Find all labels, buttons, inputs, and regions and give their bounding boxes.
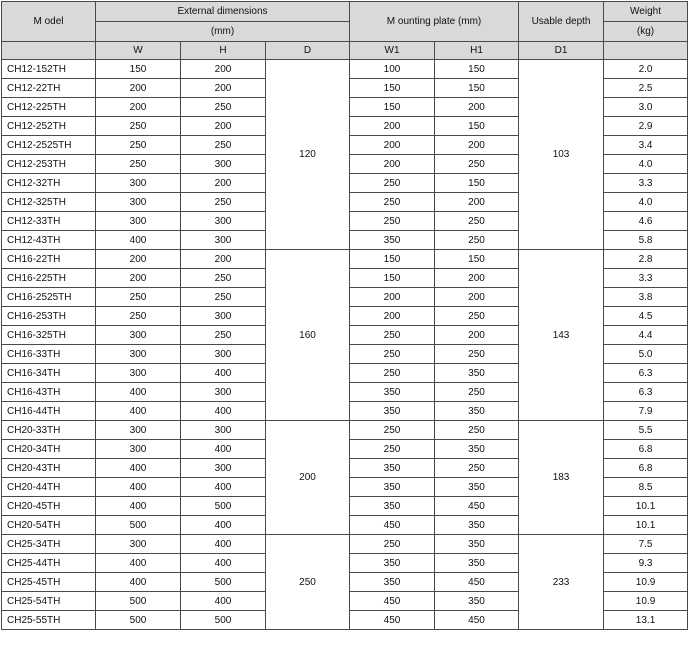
cell-h1: 350 xyxy=(435,516,519,535)
cell-weight: 3.8 xyxy=(604,288,688,307)
cell-d1: 233 xyxy=(519,535,604,630)
cell-model: CH12-252TH xyxy=(2,117,96,136)
cell-model: CH25-54TH xyxy=(2,592,96,611)
cell-h: 400 xyxy=(181,554,266,573)
cell-h1: 250 xyxy=(435,421,519,440)
dimensions-table xyxy=(1,1,688,630)
cell-h1: 200 xyxy=(435,136,519,155)
cell-weight: 2.5 xyxy=(604,79,688,98)
header-model: M odel xyxy=(2,2,96,42)
cell-w: 400 xyxy=(96,478,181,497)
cell-h: 300 xyxy=(181,307,266,326)
cell-h1: 350 xyxy=(435,364,519,383)
cell-model: CH16-2525TH xyxy=(2,288,96,307)
cell-model: CH20-45TH xyxy=(2,497,96,516)
cell-weight: 6.8 xyxy=(604,459,688,478)
cell-w1: 450 xyxy=(350,611,435,630)
cell-h1: 250 xyxy=(435,155,519,174)
cell-w: 200 xyxy=(96,250,181,269)
cell-h1: 250 xyxy=(435,212,519,231)
cell-weight: 6.3 xyxy=(604,383,688,402)
cell-w: 400 xyxy=(96,231,181,250)
cell-w1: 250 xyxy=(350,421,435,440)
table-body xyxy=(2,60,688,630)
cell-w1: 350 xyxy=(350,459,435,478)
cell-w1: 250 xyxy=(350,535,435,554)
cell-h1: 350 xyxy=(435,535,519,554)
cell-model: CH20-43TH xyxy=(2,459,96,478)
cell-weight: 13.1 xyxy=(604,611,688,630)
cell-w: 500 xyxy=(96,611,181,630)
cell-weight: 5.0 xyxy=(604,345,688,364)
cell-weight: 3.4 xyxy=(604,136,688,155)
cell-w1: 450 xyxy=(350,516,435,535)
cell-h1: 250 xyxy=(435,231,519,250)
cell-h1: 250 xyxy=(435,307,519,326)
cell-w: 300 xyxy=(96,440,181,459)
cell-h: 250 xyxy=(181,136,266,155)
cell-model: CH12-32TH xyxy=(2,174,96,193)
cell-weight: 7.9 xyxy=(604,402,688,421)
cell-h1: 350 xyxy=(435,440,519,459)
header-w: W xyxy=(96,42,181,60)
cell-w1: 200 xyxy=(350,117,435,136)
cell-w1: 200 xyxy=(350,307,435,326)
cell-h: 250 xyxy=(181,288,266,307)
cell-w: 200 xyxy=(96,79,181,98)
cell-h1: 450 xyxy=(435,611,519,630)
cell-h: 400 xyxy=(181,516,266,535)
cell-model: CH12-43TH xyxy=(2,231,96,250)
header-external-unit: (mm) xyxy=(96,22,350,42)
cell-weight: 6.3 xyxy=(604,364,688,383)
cell-h1: 200 xyxy=(435,98,519,117)
cell-model: CH12-33TH xyxy=(2,212,96,231)
cell-w1: 200 xyxy=(350,155,435,174)
cell-model: CH16-253TH xyxy=(2,307,96,326)
cell-w: 400 xyxy=(96,383,181,402)
header-d1: D1 xyxy=(519,42,604,60)
cell-h: 250 xyxy=(181,193,266,212)
cell-weight: 9.3 xyxy=(604,554,688,573)
cell-w1: 450 xyxy=(350,592,435,611)
cell-model: CH20-33TH xyxy=(2,421,96,440)
cell-h1: 350 xyxy=(435,402,519,421)
cell-h1: 200 xyxy=(435,193,519,212)
cell-d: 200 xyxy=(266,421,350,535)
cell-model: CH16-43TH xyxy=(2,383,96,402)
cell-model: CH25-55TH xyxy=(2,611,96,630)
cell-h: 400 xyxy=(181,440,266,459)
cell-w: 250 xyxy=(96,307,181,326)
cell-w: 500 xyxy=(96,516,181,535)
cell-h1: 150 xyxy=(435,250,519,269)
cell-h1: 150 xyxy=(435,117,519,136)
cell-w: 300 xyxy=(96,174,181,193)
cell-w1: 350 xyxy=(350,383,435,402)
cell-w: 300 xyxy=(96,345,181,364)
cell-w1: 350 xyxy=(350,402,435,421)
cell-w: 250 xyxy=(96,136,181,155)
cell-weight: 7.5 xyxy=(604,535,688,554)
cell-h: 300 xyxy=(181,421,266,440)
cell-d1: 183 xyxy=(519,421,604,535)
cell-weight: 8.5 xyxy=(604,478,688,497)
cell-weight: 4.6 xyxy=(604,212,688,231)
cell-w1: 350 xyxy=(350,231,435,250)
cell-h: 500 xyxy=(181,497,266,516)
table-row xyxy=(2,250,688,269)
cell-model: CH12-253TH xyxy=(2,155,96,174)
cell-h: 200 xyxy=(181,79,266,98)
cell-w1: 150 xyxy=(350,98,435,117)
cell-h: 400 xyxy=(181,402,266,421)
header-weight-unit: (kg) xyxy=(604,22,688,42)
cell-w1: 350 xyxy=(350,497,435,516)
cell-h: 300 xyxy=(181,345,266,364)
cell-weight: 2.8 xyxy=(604,250,688,269)
cell-model: CH16-34TH xyxy=(2,364,96,383)
cell-h: 500 xyxy=(181,611,266,630)
cell-h: 250 xyxy=(181,326,266,345)
cell-weight: 2.9 xyxy=(604,117,688,136)
cell-h1: 350 xyxy=(435,478,519,497)
cell-w: 200 xyxy=(96,98,181,117)
cell-model: CH25-45TH xyxy=(2,573,96,592)
header-mounting-plate: M ounting plate (mm) xyxy=(350,2,519,42)
cell-h: 300 xyxy=(181,231,266,250)
cell-weight: 4.5 xyxy=(604,307,688,326)
header-h1: H1 xyxy=(435,42,519,60)
cell-h: 400 xyxy=(181,478,266,497)
cell-d1: 143 xyxy=(519,250,604,421)
cell-h1: 350 xyxy=(435,554,519,573)
cell-w: 150 xyxy=(96,60,181,79)
cell-h: 400 xyxy=(181,535,266,554)
cell-h: 200 xyxy=(181,60,266,79)
cell-w: 300 xyxy=(96,421,181,440)
cell-h: 200 xyxy=(181,117,266,136)
cell-weight: 10.9 xyxy=(604,573,688,592)
cell-model: CH16-33TH xyxy=(2,345,96,364)
cell-model: CH12-22TH xyxy=(2,79,96,98)
header-w1: W1 xyxy=(350,42,435,60)
cell-d1: 103 xyxy=(519,60,604,250)
cell-weight: 10.1 xyxy=(604,516,688,535)
cell-model: CH20-34TH xyxy=(2,440,96,459)
cell-h: 300 xyxy=(181,212,266,231)
cell-w: 300 xyxy=(96,326,181,345)
cell-w: 400 xyxy=(96,459,181,478)
cell-h: 500 xyxy=(181,573,266,592)
cell-w: 400 xyxy=(96,402,181,421)
cell-w1: 250 xyxy=(350,212,435,231)
cell-w: 400 xyxy=(96,497,181,516)
cell-h1: 350 xyxy=(435,592,519,611)
cell-w: 250 xyxy=(96,288,181,307)
table-row xyxy=(2,60,688,79)
cell-h1: 150 xyxy=(435,60,519,79)
header-h: H xyxy=(181,42,266,60)
cell-h1: 200 xyxy=(435,326,519,345)
cell-w: 300 xyxy=(96,193,181,212)
header-external-dimensions: External dimensions xyxy=(96,2,350,22)
cell-d: 120 xyxy=(266,60,350,250)
cell-model: CH12-325TH xyxy=(2,193,96,212)
cell-weight: 10.9 xyxy=(604,592,688,611)
cell-weight: 5.5 xyxy=(604,421,688,440)
cell-h1: 250 xyxy=(435,383,519,402)
cell-weight: 4.0 xyxy=(604,193,688,212)
cell-w1: 200 xyxy=(350,136,435,155)
cell-model: CH12-225TH xyxy=(2,98,96,117)
cell-weight: 3.3 xyxy=(604,269,688,288)
table-row xyxy=(2,421,688,440)
cell-h: 300 xyxy=(181,155,266,174)
cell-w: 300 xyxy=(96,535,181,554)
cell-weight: 3.0 xyxy=(604,98,688,117)
cell-h1: 150 xyxy=(435,174,519,193)
cell-model: CH12-152TH xyxy=(2,60,96,79)
cell-w1: 250 xyxy=(350,364,435,383)
cell-w1: 350 xyxy=(350,573,435,592)
cell-model: CH25-34TH xyxy=(2,535,96,554)
cell-weight: 4.0 xyxy=(604,155,688,174)
cell-weight: 2.0 xyxy=(604,60,688,79)
cell-w: 250 xyxy=(96,155,181,174)
header-weight-blank xyxy=(604,42,688,60)
cell-w1: 100 xyxy=(350,60,435,79)
cell-model: CH16-325TH xyxy=(2,326,96,345)
cell-w1: 200 xyxy=(350,288,435,307)
cell-w: 300 xyxy=(96,364,181,383)
cell-d: 160 xyxy=(266,250,350,421)
cell-model: CH12-2525TH xyxy=(2,136,96,155)
table-header xyxy=(2,2,688,60)
cell-h1: 450 xyxy=(435,573,519,592)
cell-w1: 250 xyxy=(350,326,435,345)
cell-w: 200 xyxy=(96,269,181,288)
cell-w1: 350 xyxy=(350,554,435,573)
cell-w1: 150 xyxy=(350,250,435,269)
cell-h: 200 xyxy=(181,174,266,193)
cell-w: 400 xyxy=(96,573,181,592)
cell-h1: 200 xyxy=(435,288,519,307)
cell-w1: 250 xyxy=(350,440,435,459)
cell-d: 250 xyxy=(266,535,350,630)
cell-h: 400 xyxy=(181,364,266,383)
cell-w1: 250 xyxy=(350,174,435,193)
cell-h1: 200 xyxy=(435,269,519,288)
header-usable-depth: Usable depth xyxy=(519,2,604,42)
cell-w: 300 xyxy=(96,212,181,231)
cell-w: 250 xyxy=(96,117,181,136)
cell-h: 250 xyxy=(181,98,266,117)
header-model-blank xyxy=(2,42,96,60)
cell-weight: 3.3 xyxy=(604,174,688,193)
cell-model: CH16-22TH xyxy=(2,250,96,269)
cell-w1: 250 xyxy=(350,345,435,364)
cell-w1: 250 xyxy=(350,193,435,212)
cell-w1: 150 xyxy=(350,79,435,98)
table-row xyxy=(2,535,688,554)
cell-h: 400 xyxy=(181,592,266,611)
cell-h: 250 xyxy=(181,269,266,288)
cell-weight: 6.8 xyxy=(604,440,688,459)
header-d: D xyxy=(266,42,350,60)
cell-model: CH16-225TH xyxy=(2,269,96,288)
cell-weight: 10.1 xyxy=(604,497,688,516)
cell-h: 300 xyxy=(181,459,266,478)
cell-w1: 150 xyxy=(350,269,435,288)
cell-model: CH20-44TH xyxy=(2,478,96,497)
cell-model: CH16-44TH xyxy=(2,402,96,421)
cell-weight: 5.8 xyxy=(604,231,688,250)
cell-h1: 250 xyxy=(435,459,519,478)
cell-w: 500 xyxy=(96,592,181,611)
cell-weight: 4.4 xyxy=(604,326,688,345)
cell-h1: 450 xyxy=(435,497,519,516)
cell-w: 400 xyxy=(96,554,181,573)
cell-model: CH20-54TH xyxy=(2,516,96,535)
cell-model: CH25-44TH xyxy=(2,554,96,573)
cell-h: 200 xyxy=(181,250,266,269)
cell-h1: 250 xyxy=(435,345,519,364)
cell-w1: 350 xyxy=(350,478,435,497)
cell-h: 300 xyxy=(181,383,266,402)
header-weight: Weight xyxy=(604,2,688,22)
cell-h1: 150 xyxy=(435,79,519,98)
